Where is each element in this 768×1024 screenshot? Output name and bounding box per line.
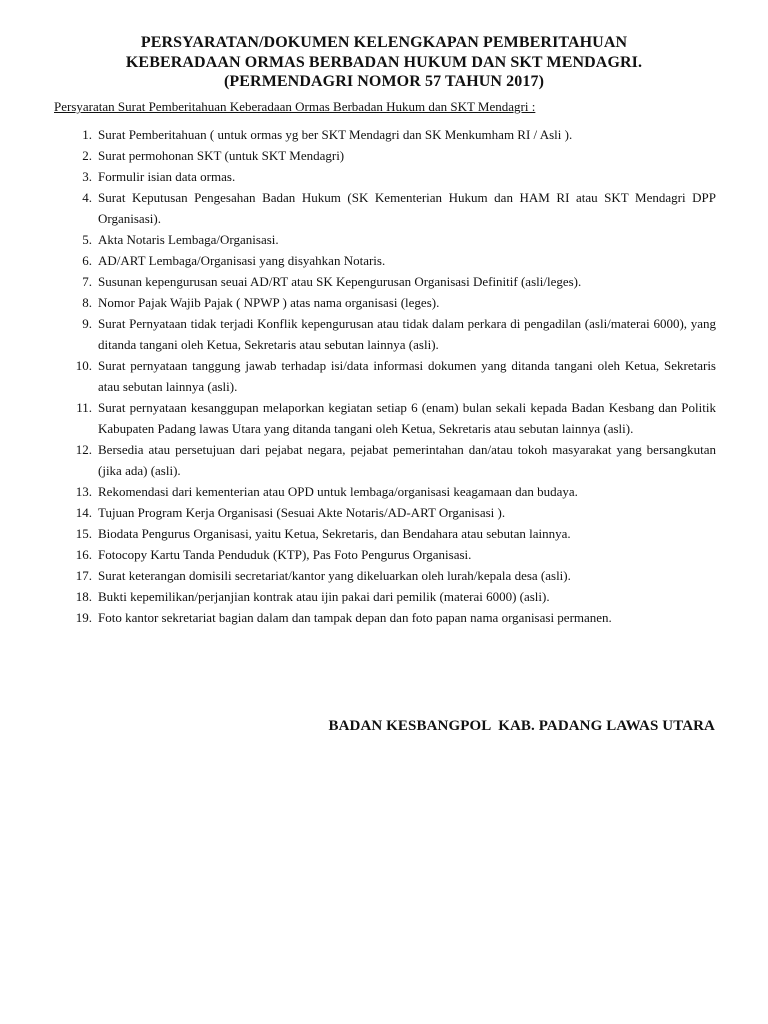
- requirement-text: Biodata Pengurus Organisasi, yaitu Ketua, Sekretaris, dan Bendahara atau sebutan lainnya.: [98, 526, 571, 541]
- requirement-number: 10.: [75, 358, 92, 373]
- title-line-3: (PERMENDAGRI NOMOR 57 TAHUN 2017): [223, 73, 545, 90]
- requirement-number: 5.: [82, 232, 92, 247]
- requirement-text: Susunan kepengurusan seuai AD/RT atau SK Kepengurusan Organisasi Definitif (asli/leges).: [98, 274, 582, 289]
- requirement-item: [54, 313, 716, 355]
- requirement-number: 17.: [75, 568, 92, 583]
- requirement-number: 3.: [82, 169, 92, 184]
- requirement-number: 4.: [82, 190, 92, 205]
- requirement-number: 8.: [82, 295, 92, 310]
- requirements-list: [54, 124, 716, 628]
- requirement-text: Formulir isian data ormas.: [98, 169, 236, 184]
- requirement-item: [54, 187, 716, 229]
- requirement-text: Surat pernyataan tanggung jawab terhadap isi/data informasi dokumen yang ditanda tangani oleh Ketua, Sekretaris atau sebutan lainnya (asli).: [98, 358, 716, 394]
- requirement-item: [54, 544, 716, 565]
- requirement-text: Fotocopy Kartu Tanda Penduduk (KTP), Pas Foto Pengurus Organisasi.: [98, 547, 472, 562]
- requirement-item: [54, 565, 716, 586]
- requirement-item: [54, 166, 716, 187]
- requirement-text: Surat Keputusan Pengesahan Badan Hukum (SK Kementerian Hukum dan HAM RI atau SKT Mendagri DPP Organisasi).: [98, 190, 716, 226]
- requirement-number: 7.: [82, 274, 92, 289]
- requirement-text: Bersedia atau persetujuan dari pejabat negara, pejabat pemerintahan dan/atau tokoh masyarakat yang bersangkutan (jika ada) (asli).: [98, 442, 716, 478]
- requirement-text: Surat permohonan SKT (untuk SKT Mendagri): [98, 148, 345, 163]
- requirement-text: Surat pernyataan kesanggupan melaporkan kegiatan setiap 6 (enam) bulan sekali kepada Badan Kesbang dan Politik Kabupaten Padang lawas Utara yang ditanda tangani oleh Ketua, Sekretaris atau sebutan lainnya (asli).: [98, 400, 716, 436]
- requirement-item: [54, 145, 716, 166]
- issuing-agency: BADAN KESBANGPOL KAB. PADANG LAWAS UTARA: [328, 718, 715, 734]
- requirement-number: 14.: [75, 505, 92, 520]
- requirement-number: 11.: [76, 400, 92, 415]
- title-line-2: KEBERADAAN ORMAS BERBADAN HUKUM DAN SKT MENDAGRI.: [125, 53, 643, 71]
- requirement-number: 19.: [75, 610, 92, 625]
- requirement-text: Nomor Pajak Wajib Pajak ( NPWP ) atas nama organisasi (leges).: [98, 295, 440, 310]
- title-line-1: PERSYARATAN/DOKUMEN KELENGKAPAN PEMBERITAHUAN: [140, 34, 628, 51]
- requirement-number: 16.: [75, 547, 92, 562]
- requirement-number: 12.: [75, 442, 92, 457]
- requirement-number: 6.: [82, 253, 92, 268]
- requirement-item: [54, 355, 716, 397]
- requirement-item: [54, 124, 716, 145]
- requirement-number: 15.: [75, 526, 92, 541]
- requirement-text: Surat Pernyataan tidak terjadi Konflik kepengurusan atau tidak dalam perkara di pengadilan (asli/materai 6000), yang ditanda tangani oleh Ketua, Sekretaris atau sebutan lainnya (asli).: [98, 316, 716, 352]
- requirement-number: 2.: [82, 148, 92, 163]
- requirement-item: [54, 586, 716, 607]
- requirement-number: 18.: [75, 589, 92, 604]
- document-title: [40, 33, 728, 92]
- requirement-item: [54, 607, 716, 628]
- requirement-item: [54, 229, 716, 250]
- requirement-text: AD/ART Lembaga/Organisasi yang disyahkan Notaris.: [98, 253, 386, 268]
- requirement-item: [54, 271, 716, 292]
- requirement-item: [54, 502, 716, 523]
- requirement-item: [54, 439, 716, 481]
- requirement-text: Bukti kepemilikan/perjanjian kontrak atau ijin pakai dari pemilik (materai 6000) (asli).: [98, 589, 550, 604]
- requirement-item: [54, 397, 716, 439]
- requirement-text: Rekomendasi dari kementerian atau OPD untuk lembaga/organisasi keagamaan dan budaya.: [98, 484, 578, 499]
- requirement-number: 1.: [82, 127, 92, 142]
- requirement-item: [54, 523, 716, 544]
- requirement-item: [54, 292, 716, 313]
- requirement-item: [54, 481, 716, 502]
- requirement-text: Foto kantor sekretariat bagian dalam dan tampak depan dan foto papan nama organisasi permanen.: [98, 610, 612, 625]
- requirement-number: 13.: [75, 484, 92, 499]
- requirement-text: Surat keterangan domisili secretariat/kantor yang dikeluarkan oleh lurah/kepala desa (asli).: [98, 568, 571, 583]
- requirement-text: Tujuan Program Kerja Organisasi (Sesuai Akte Notaris/AD-ART Organisasi ).: [98, 505, 506, 520]
- requirement-item: [54, 250, 716, 271]
- requirement-text: Surat Pemberitahuan ( untuk ormas yg ber SKT Mendagri dan SK Menkumham RI / Asli ).: [98, 127, 573, 142]
- requirements-heading: Persyaratan Surat Pemberitahuan Keberadaan Ormas Berbadan Hukum dan SKT Mendagri :: [54, 99, 536, 114]
- requirement-text: Akta Notaris Lembaga/Organisasi.: [98, 232, 279, 247]
- requirement-number: 9.: [82, 316, 92, 331]
